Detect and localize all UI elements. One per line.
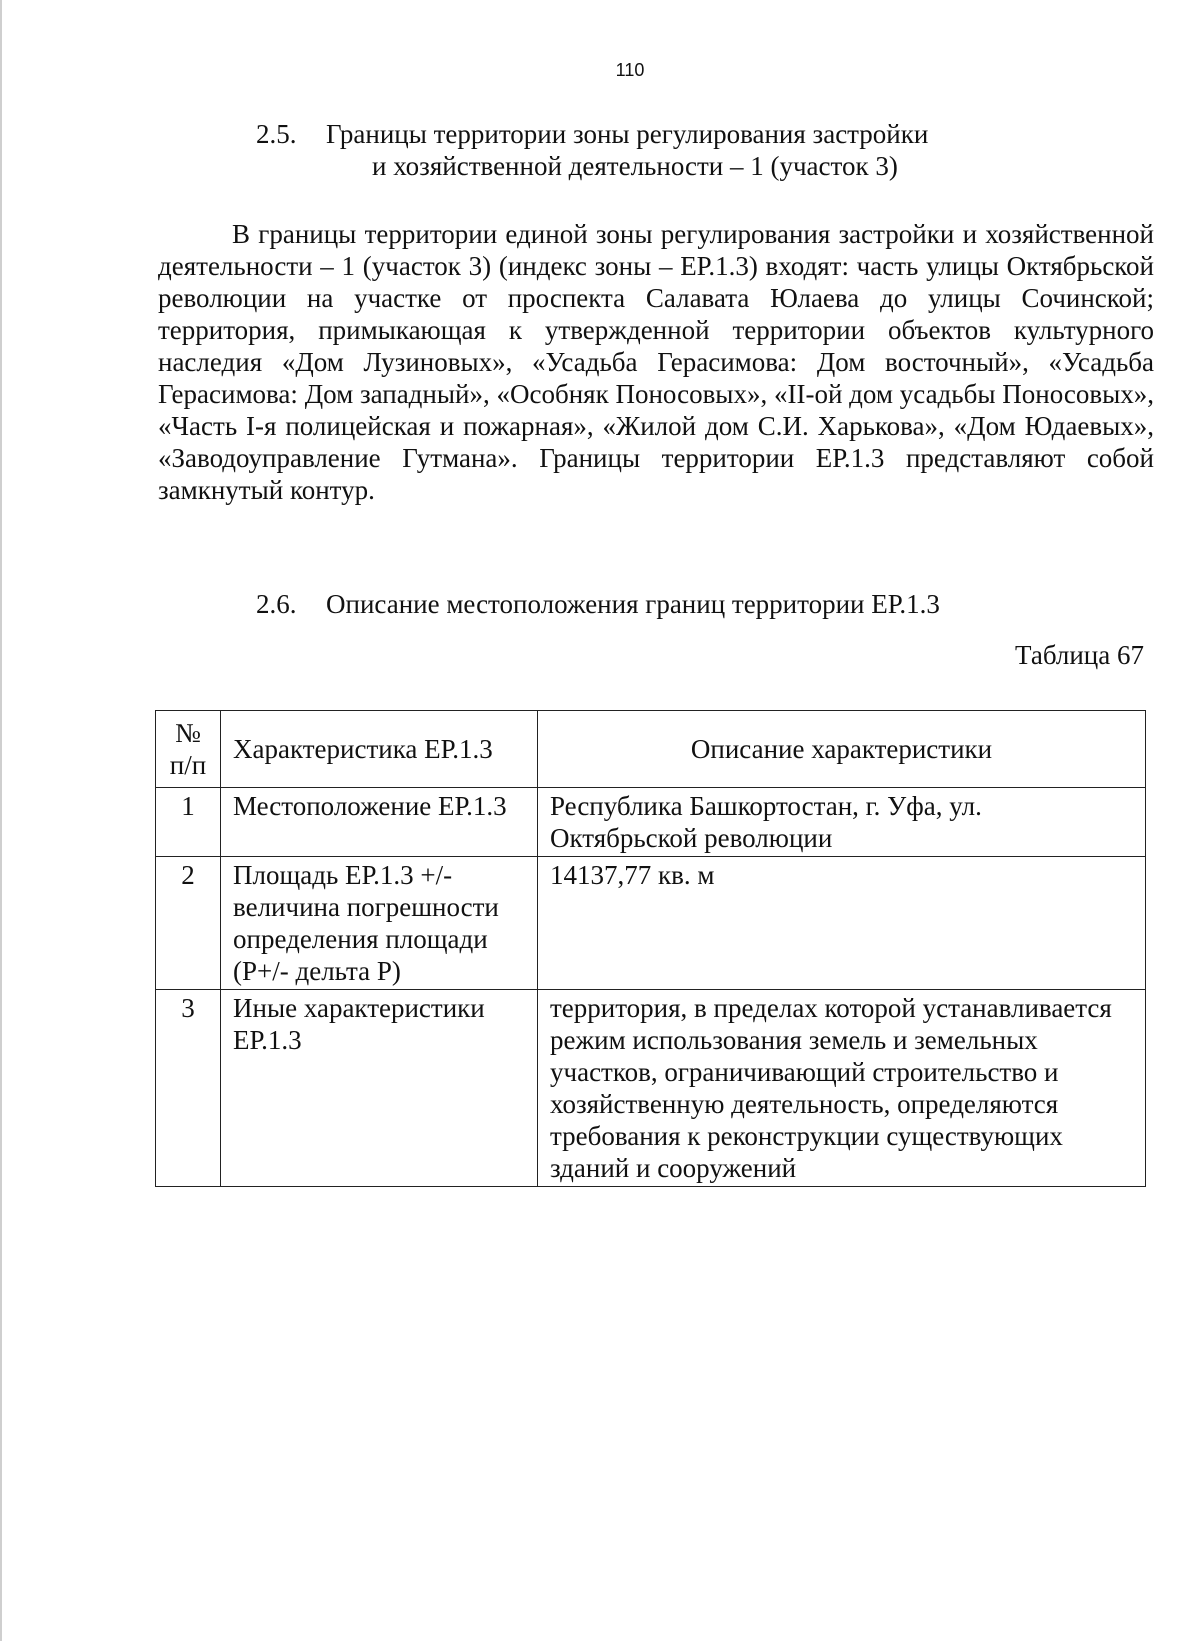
section-heading-2-6 (256, 588, 940, 620)
table-row (156, 857, 1146, 990)
section-title: Описание местоположения границ территории ЕР.1.3 (326, 589, 940, 619)
header-number-symbol: № (175, 718, 201, 748)
table-row (156, 788, 1146, 857)
row-number: 1 (156, 788, 221, 857)
section-number: 2.5. (256, 119, 297, 149)
row-characteristic: Площадь ЕР.1.3 +/- величина погрешности определения площади (Р+/- дельта Р) (221, 857, 538, 990)
section-number: 2.6. (256, 589, 297, 619)
section-heading-2-5 (256, 118, 928, 182)
scan-left-edge (0, 0, 2, 1641)
table-row (156, 990, 1146, 1187)
row-description: Республика Башкортостан, г. Уфа, ул. Октябрьской революции (538, 788, 1146, 857)
header-number-abbrev: п/п (169, 750, 207, 780)
row-number: 3 (156, 990, 221, 1187)
row-description: 14137,77 кв. м (538, 857, 1146, 990)
header-number (156, 711, 221, 788)
row-characteristic: Иные характеристики ЕР.1.3 (221, 990, 538, 1187)
row-number: 2 (156, 857, 221, 990)
row-description: территория, в пределах которой устанавливается режим использования земель и земельных участков, ограничивающий строительство и хозяйственную деятельность, определяются требования к реконструкции существующих зданий и сооружений (538, 990, 1146, 1187)
characteristics-table (155, 710, 1146, 1187)
row-characteristic: Местоположение ЕР.1.3 (221, 788, 538, 857)
body-paragraph: В границы территории единой зоны регулирования застройки и хозяйственной деятельности – 1 (участок 3) (индекс зоны – ЕР.1.3) входят: часть улицы Октябрьской революции на участке от проспекта Салавата Юлаева до улицы Сочинской; территория, примыкающая к утвержденной территории объектов культурного наследия «Дом Лузиновых», «Усадьба Герасимова: Дом восточный», «Усадьба Герасимова: Дом западный», «Особняк Поносовых», «II-ой дом усадьбы Поносовых», «Часть I-я полицейская и пожарная», «Жилой дом С.И. Харькова», «Дом Юдаевых», «Заводоуправление Гутмана». Границы территории ЕР.1.3 представляют собой замкнутый контур. (158, 219, 1154, 505)
header-characteristic: Характеристика ЕР.1.3 (221, 711, 538, 788)
page-number: 110 (615, 60, 645, 80)
header-description: Описание характеристики (538, 711, 1146, 788)
section-title-line-2: и хозяйственной деятельности – 1 (участок 3) (372, 151, 898, 181)
table-header-row (156, 711, 1146, 788)
table-caption: Таблица 67 (1015, 640, 1144, 670)
section-title-line-1: Границы территории зоны регулирования застройки (326, 119, 929, 149)
